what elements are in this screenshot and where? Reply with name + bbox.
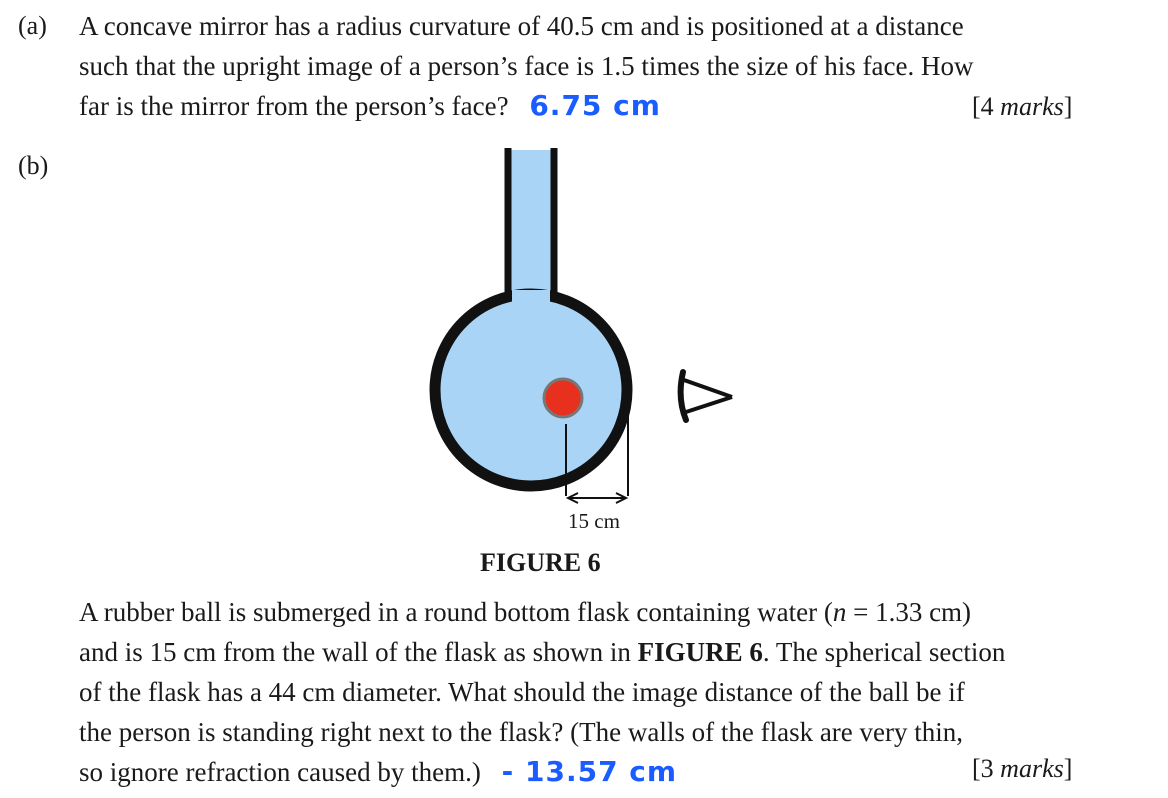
question-b-line-2-post: . The spherical section xyxy=(762,637,1006,667)
question-b-line-5-text: so ignore refraction caused by them.) xyxy=(79,757,481,787)
rubber-ball xyxy=(544,379,582,417)
question-b-line-5 xyxy=(79,752,1089,792)
marks-a-count: 4 xyxy=(980,92,994,121)
eye-icon xyxy=(681,372,732,420)
flask-bulb xyxy=(435,294,627,486)
marks-a-word: marks xyxy=(1000,92,1064,121)
question-a-line-2: such that the upright image of a person’s face is 1.5 times the size of his face. How xyxy=(79,51,974,81)
question-b-line-1-pre: A rubber ball is submerged in a round bottom flask containing water ( xyxy=(79,597,833,627)
question-b-line-2 xyxy=(79,632,1089,672)
question-b-line-2-pre: and is 15 cm from the wall of the flask as shown in xyxy=(79,637,638,667)
marks-a: [4 marks] xyxy=(972,92,1073,121)
handwritten-answer-a: 6.75 cm xyxy=(529,89,661,122)
neck-joint xyxy=(512,290,550,310)
marks-b: [3 marks] xyxy=(972,754,1073,783)
figure-6 xyxy=(420,140,780,540)
question-label-a: (a) xyxy=(18,11,47,40)
question-b-text xyxy=(79,592,1089,792)
question-b-line-1 xyxy=(79,592,1089,632)
marks-b-word: marks xyxy=(1000,754,1064,783)
figure-caption: FIGURE 6 xyxy=(480,548,601,577)
question-b-line-3: of the flask has a 44 cm diameter. What should the image distance of the ball be if xyxy=(79,677,965,707)
marks-b-count: 3 xyxy=(980,754,994,783)
refractive-index-symbol: n xyxy=(832,597,847,627)
figure-reference: FIGURE 6 xyxy=(637,637,763,667)
question-a-line-3-text: far is the mirror from the person’s face? xyxy=(79,91,509,121)
question-a-line-3 xyxy=(79,86,1089,126)
flask-diagram xyxy=(420,140,780,540)
dimension-label: 15 cm xyxy=(568,509,620,533)
question-b-line-1-post: = 1.33 cm) xyxy=(846,597,972,627)
neck-water xyxy=(511,150,551,310)
question-label-b: (b) xyxy=(18,151,49,180)
question-a-line-1: A concave mirror has a radius curvature of 40.5 cm and is positioned at a distance xyxy=(79,11,964,41)
handwritten-answer-b: - 13.57 cm xyxy=(501,755,678,788)
question-a-text xyxy=(79,6,1089,126)
question-b-line-4: the person is standing right next to the flask? (The walls of the flask are very thin, xyxy=(79,717,964,747)
